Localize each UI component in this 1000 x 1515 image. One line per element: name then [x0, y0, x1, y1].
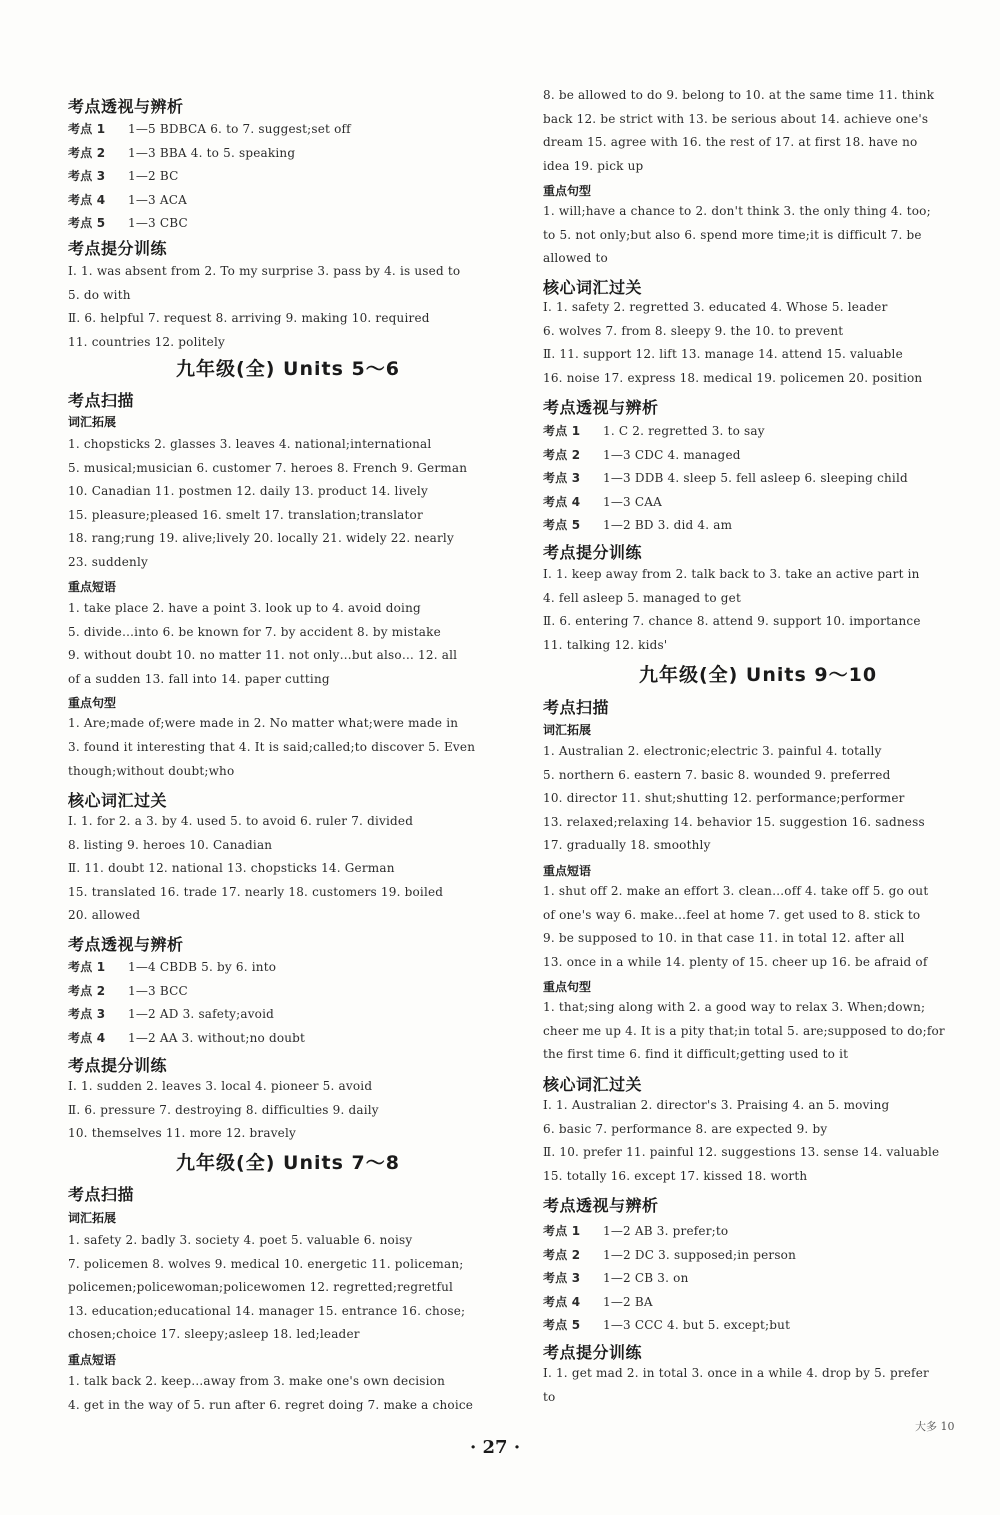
answer-line: 10. Canadian 11. postmen 12. daily 13. product 14. lively	[68, 484, 428, 498]
section-title: 核心词汇过关	[68, 791, 168, 810]
kaodian-answers: 1—2 BD 3. did 4. am	[603, 518, 733, 532]
answer-line: 5. musical;musician 6. customer 7. heroes 8. French 9. German	[68, 460, 468, 475]
kaodian-answers: 1—2 AA 3. without;no doubt	[128, 1030, 306, 1045]
kaodian-label: 考点 1	[543, 424, 581, 438]
answer-line: 17. gradually 18. smoothly	[543, 838, 711, 852]
kaodian-row	[68, 214, 188, 231]
answer-line: 5. do with	[68, 287, 131, 302]
kaodian-answers: 1—5 BDBCA 6. to 7. suggest;set off	[128, 122, 351, 136]
kaodian-answers: 1—3 CAA	[603, 494, 662, 509]
answer-line: Ⅰ. 1. safety 2. regretted 3. educated 4. Whose 5. leader	[543, 300, 888, 314]
kaodian-label: 考点 5	[543, 518, 581, 532]
unit-title: 九年级(全) Units 5～6	[176, 358, 400, 380]
answer-line: Ⅱ. 6. entering 7. chance 8. attend 9. support 10. importance	[543, 614, 921, 628]
kaodian-label: 考点 3	[543, 1271, 581, 1285]
section-title: 考点提分训练	[68, 1056, 168, 1075]
kaodian-row	[68, 1005, 274, 1022]
answer-line: 7. policemen 8. wolves 9. medical 10. energetic 11. policeman;	[68, 1256, 464, 1271]
answer-line: 16. noise 17. express 18. medical 19. policemen 20. position	[543, 370, 923, 385]
answer-line: 13. once in a while 14. plenty of 15. cheer up 16. be afraid of	[543, 954, 928, 969]
kaodian-row	[543, 446, 741, 463]
kaodian-row	[68, 1029, 305, 1046]
answer-line: allowed to	[543, 251, 608, 265]
answer-line: back 12. be strict with 13. be serious about 14. achieve one's	[543, 111, 929, 126]
answer-line: Ⅱ. 11. support 12. lift 13. manage 14. attend 15. valuable	[543, 347, 903, 361]
section-title: 考点扫描	[68, 1185, 135, 1204]
kaodian-label: 考点 4	[68, 1030, 106, 1045]
kaodian-label: 考点 1	[543, 1224, 581, 1238]
kaodian-answers: 1—3 CCC 4. but 5. except;but	[603, 1318, 791, 1332]
answer-line: 3. found it interesting that 4. It is said;called;to discover 5. Even	[68, 740, 476, 754]
kaodian-answers: 1—2 AD 3. safety;avoid	[128, 1007, 275, 1021]
section-title: 考点透视与辨析	[543, 398, 659, 417]
answer-line: Ⅰ. 1. Australian 2. director's 3. Praising 4. an 5. moving	[543, 1098, 890, 1112]
kaodian-label: 考点 5	[68, 216, 106, 230]
kaodian-answers: 1—2 BA	[603, 1294, 653, 1309]
answer-line: 1. shut off 2. make an effort 3. clean…off 4. take off 5. go out	[543, 884, 929, 898]
answer-line: 1. talk back 2. keep…away from 3. make one's own decision	[68, 1374, 446, 1388]
answer-line: 1. Are;made of;were made in 2. No matter what;were made in	[68, 716, 459, 730]
answer-line: 10. director 11. shut;shutting 12. performance;performer	[543, 791, 905, 805]
kaodian-row	[543, 1222, 728, 1239]
kaodian-label: 考点 2	[543, 447, 581, 462]
kaodian-answers: 1. C 2. regretted 3. to say	[603, 424, 765, 438]
answer-line: 13. education;educational 14. manager 15. entrance 16. chose;	[68, 1303, 466, 1318]
kaodian-row	[543, 516, 732, 533]
answer-line: 5. divide…into 6. be known for 7. by accident 8. by mistake	[68, 624, 441, 639]
section-title: 考点提分训练	[543, 1343, 643, 1362]
answer-line: 9. be supposed to 10. in that case 11. in total 12. after all	[543, 931, 905, 945]
kaodian-label: 考点 4	[68, 192, 106, 207]
kaodian-row	[68, 120, 351, 137]
kaodian-row	[68, 982, 188, 999]
answer-line: 8. listing 9. heroes 10. Canadian	[68, 837, 273, 852]
kaodian-row	[68, 144, 295, 161]
footer-tag: 大多 10	[915, 1420, 955, 1433]
section-title: 考点透视与辨析	[68, 97, 184, 116]
kaodian-answers: 1—3 BBA 4. to 5. speaking	[128, 145, 296, 160]
answer-line: 4. fell asleep 5. managed to get	[543, 590, 741, 605]
watermark-logo	[720, 1430, 990, 1510]
answer-line: of one's way 6. make…feel at home 7. get used to 8. stick to	[543, 907, 921, 922]
page-number: · 27 ·	[470, 1437, 521, 1458]
answer-line: to	[543, 1389, 556, 1404]
kaodian-answers: 1—4 CBDB 5. by 6. into	[128, 960, 277, 974]
kaodian-answers: 1—3 DDB 4. sleep 5. fell asleep 6. sleeping child	[603, 471, 908, 485]
kaodian-answers: 1—3 ACA	[128, 192, 187, 207]
answer-line: 13. relaxed;relaxing 14. behavior 15. suggestion 16. sadness	[543, 814, 925, 829]
kaodian-label: 考点 2	[543, 1247, 581, 1262]
answer-line: 15. translated 16. trade 17. nearly 18. customers 19. boiled	[68, 884, 444, 899]
answer-line: idea 19. pick up	[543, 158, 644, 173]
kaodian-label: 考点 3	[543, 471, 581, 485]
kaodian-label: 考点 3	[68, 1007, 106, 1021]
kaodian-row	[543, 1246, 796, 1263]
kaodian-row	[68, 191, 187, 208]
answer-line: policemen;policewoman;policewomen 12. regretted;regretful	[68, 1280, 454, 1294]
kaodian-label: 考点 1	[68, 122, 106, 136]
answer-line: 1. Australian 2. electronic;electric 3. painful 4. totally	[543, 744, 882, 758]
answer-line: cheer me up 4. It is a pity that;in total 5. are;supposed to do;for	[543, 1023, 945, 1038]
kaodian-row	[543, 422, 765, 439]
subsection-title: 词汇拓展	[68, 415, 117, 429]
subsection-title: 重点短语	[543, 864, 592, 878]
kaodian-answers: 1—2 BC	[128, 169, 179, 183]
answer-line: 11. countries 12. politely	[68, 334, 225, 349]
kaodian-row	[543, 469, 908, 486]
answer-line: 1. safety 2. badly 3. society 4. poet 5. valuable 6. noisy	[68, 1233, 413, 1247]
kaodian-answers: 1—3 CBC	[128, 216, 188, 230]
answer-line: 10. themselves 11. more 12. bravely	[68, 1126, 297, 1140]
answer-line: Ⅱ. 6. pressure 7. destroying 8. difficulties 9. daily	[68, 1102, 379, 1117]
kaodian-label: 考点 4	[543, 1294, 581, 1309]
kaodian-answers: 1—2 CB 3. on	[603, 1271, 689, 1285]
answer-line: Ⅱ. 10. prefer 11. painful 12. suggestions 13. sense 14. valuable	[543, 1145, 940, 1159]
kaodian-row	[543, 493, 662, 510]
subsection-title: 重点短语	[68, 1353, 117, 1367]
answer-line: Ⅰ. 1. sudden 2. leaves 3. local 4. pioneer 5. avoid	[68, 1079, 373, 1093]
answer-line: 4. get in the way of 5. run after 6. regret doing 7. make a choice	[68, 1397, 474, 1412]
answer-line: 6. basic 7. performance 8. are expected 9. by	[543, 1121, 828, 1136]
answer-line: Ⅰ. 1. get mad 2. in total 3. once in a while 4. drop by 5. prefer	[543, 1366, 929, 1380]
kaodian-answers: 1—2 AB 3. prefer;to	[603, 1224, 729, 1238]
subsection-title: 重点短语	[68, 580, 117, 594]
kaodian-label: 考点 3	[68, 169, 106, 183]
answer-line: Ⅰ. 1. was absent from 2. To my surprise 3. pass by 4. is used to	[68, 264, 461, 278]
answer-line: 20. allowed	[68, 908, 141, 922]
section-title: 核心词汇过关	[543, 1075, 643, 1094]
answer-line: Ⅱ. 11. doubt 12. national 13. chopsticks 14. German	[68, 861, 395, 875]
answer-line: 23. suddenly	[68, 554, 148, 569]
answer-line: 9. without doubt 10. no matter 11. not only…but also… 12. all	[68, 648, 458, 662]
answer-line: dream 15. agree with 16. the rest of 17. at first 18. have no	[543, 135, 918, 149]
subsection-title: 词汇拓展	[68, 1211, 117, 1225]
unit-title: 九年级(全) Units 7～8	[176, 1152, 400, 1174]
answer-line: 6. wolves 7. from 8. sleepy 9. the 10. to prevent	[543, 323, 844, 338]
answer-line: Ⅱ. 6. helpful 7. request 8. arriving 9. making 10. required	[68, 311, 430, 325]
section-title: 考点透视与辨析	[543, 1196, 659, 1215]
answer-line: of a sudden 13. fall into 14. paper cutting	[68, 671, 330, 686]
kaodian-row	[543, 1293, 653, 1310]
section-title: 考点扫描	[68, 391, 135, 410]
answer-line: 1. chopsticks 2. glasses 3. leaves 4. national;international	[68, 437, 432, 451]
subsection-title: 词汇拓展	[543, 723, 592, 737]
answer-line: Ⅰ. 1. keep away from 2. talk back to 3. take an active part in	[543, 567, 920, 581]
answer-line: 1. will;have a chance to 2. don't think 3. the only thing 4. too;	[543, 204, 931, 218]
answer-line: 18. rang;rung 19. alive;lively 20. locally 21. widely 22. nearly	[68, 531, 454, 545]
kaodian-label: 考点 2	[68, 983, 106, 998]
subsection-title: 重点句型	[543, 980, 592, 994]
answer-line: Ⅰ. 1. for 2. a 3. by 4. used 5. to avoid 6. ruler 7. divided	[68, 814, 414, 828]
kaodian-label: 考点 2	[68, 145, 106, 160]
kaodian-answers: 1—2 DC 3. supposed;in person	[603, 1247, 797, 1262]
section-title: 核心词汇过关	[543, 278, 643, 297]
kaodian-row	[543, 1269, 689, 1286]
answer-line: chosen;choice 17. sleepy;asleep 18. led;leader	[68, 1327, 360, 1341]
answer-line: 11. talking 12. kids'	[543, 637, 668, 652]
kaodian-answers: 1—3 BCC	[128, 983, 188, 998]
answer-line: 5. northern 6. eastern 7. basic 8. wounded 9. preferred	[543, 767, 891, 782]
section-title: 考点透视与辨析	[68, 935, 184, 954]
answer-line: to 5. not only;but also 6. spend more time;it is difficult 7. be	[543, 227, 922, 242]
kaodian-row	[68, 958, 276, 975]
section-title: 考点提分训练	[543, 543, 643, 562]
answer-line: 1. that;sing along with 2. a good way to relax 3. When;down;	[543, 1000, 926, 1014]
answer-line: the first time 6. find it difficult;getting used to it	[543, 1047, 849, 1061]
answer-line: 15. pleasure;pleased 16. smelt 17. translation;translator	[68, 507, 423, 522]
kaodian-row	[68, 167, 179, 184]
answer-line: 15. totally 16. except 17. kissed 18. worth	[543, 1168, 808, 1183]
section-title: 考点扫描	[543, 698, 610, 717]
subsection-title: 重点句型	[543, 184, 592, 198]
answer-line: 1. take place 2. have a point 3. look up to 4. avoid doing	[68, 601, 421, 615]
answer-line: though;without doubt;who	[68, 764, 235, 778]
kaodian-row	[543, 1316, 790, 1333]
kaodian-label: 考点 1	[68, 960, 106, 974]
unit-title: 九年级(全) Units 9～10	[638, 664, 878, 686]
answer-line: 8. be allowed to do 9. belong to 10. at the same time 11. think	[543, 88, 935, 102]
section-title: 考点提分训练	[68, 239, 168, 258]
kaodian-label: 考点 5	[543, 1318, 581, 1332]
subsection-title: 重点句型	[68, 696, 117, 710]
kaodian-answers: 1—3 CDC 4. managed	[603, 447, 741, 462]
kaodian-label: 考点 4	[543, 494, 581, 509]
